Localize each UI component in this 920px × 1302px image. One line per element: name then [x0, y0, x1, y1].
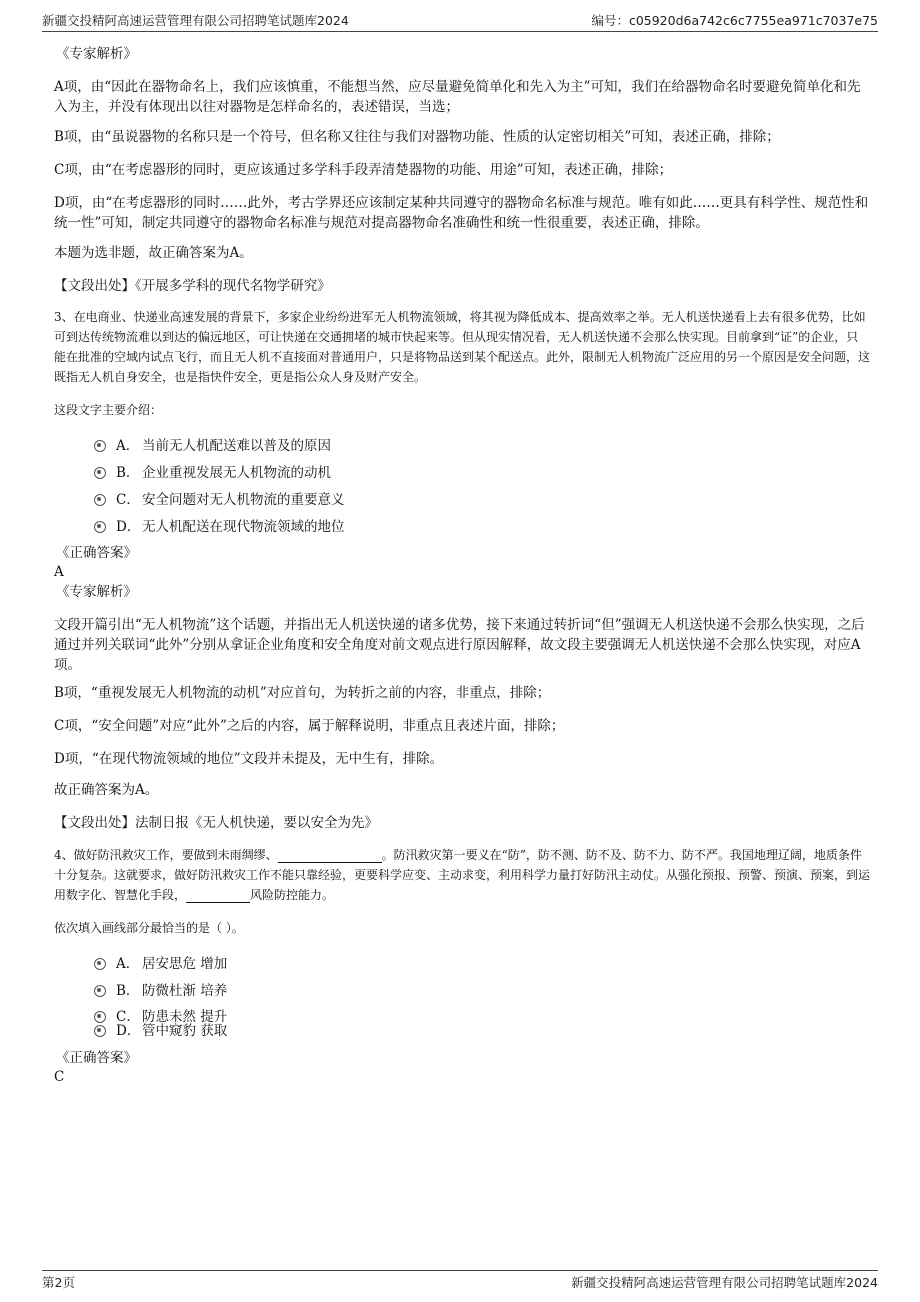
fill-blank-2	[186, 889, 250, 903]
passage-part-1: 4、做好防汛救灾工作，要做到未雨绸缪、	[54, 848, 278, 862]
option-text: 防患未然 提升	[142, 1009, 228, 1025]
radio-icon[interactable]	[94, 467, 106, 479]
option-letter: A．	[116, 956, 140, 972]
analysis-c: C项，由“在考虑器形的同时，更应该通过多学科手段弄清楚器物的功能、用途”可知，表述正确，排除；	[54, 162, 673, 178]
correct-answer: A	[54, 564, 64, 580]
analysis-b: B项，“重视发展无人机物流的动机”对应首句，为转折之前的内容，非重点，排除；	[54, 685, 551, 701]
analysis-d: D项，“在现代物流领域的地位”文段并未提及，无中生有，排除。	[54, 751, 444, 767]
option-text: 管中窥豹 获取	[142, 1023, 228, 1039]
radio-icon[interactable]	[94, 440, 106, 452]
passage-part-3: 风险防控能力。	[250, 888, 335, 902]
question-4-prompt: 依次填入画线部分最恰当的是（ ）。	[54, 921, 244, 935]
correct-answer-label: 《正确答案》	[56, 545, 137, 561]
passage-part-2: 。防汛救灾第一要义在“防”，防不测、防不及、防不力、防不严。我国地理辽阔，地质条件十分复杂。这就要求，做好防汛救灾工作不能只靠经验，更要科学应变、主动求变，利用科学力量打好防汛主动仗。从强化预报、预警、预演、预案，到运用数字化、智慧化手段，	[54, 848, 871, 902]
page-footer	[42, 1270, 878, 1292]
header-doc-id: 编号：c05920d6a742c6c7755ea971c7037e75	[591, 13, 878, 28]
option-c[interactable]	[94, 488, 345, 508]
source-citation: 【文段出处】《开展多学科的现代名物学研究》	[54, 278, 331, 294]
fill-blank-1	[278, 849, 382, 863]
option-letter: A．	[116, 438, 140, 454]
radio-icon[interactable]	[94, 985, 106, 997]
page-header	[42, 10, 878, 32]
option-a[interactable]	[94, 952, 227, 972]
option-d[interactable]	[94, 515, 345, 535]
analysis-a: A项，由“因此在器物命名上，我们应该慎重，不能想当然，应尽量避免简单化和先入为主”可知，我们在给器物命名时要避免简单化和先入为主，并没有体现出以往对器物是怎样命名的，表述错误，当选；	[54, 79, 861, 115]
option-text: 当前无人机配送难以普及的原因	[142, 438, 331, 454]
analysis-conclusion: 本题为选非题，故正确答案为A。	[54, 245, 253, 261]
question-3-passage: 3、在电商业、快递业高速发展的背景下，多家企业纷纷进军无人机物流领域，将其视为降低成本、提高效率之举。无人机送快递看上去有很多优势，比如可到达传统物流难以到达的偏远地区，可让快递在交通拥堵的城市快起来等。但从现实情况看，无人机送快递不会那么快实现。目前拿到“证”的企业，只能在批准的空域内试点飞行，而且无人机不直接面对普通用户，只是将物品送到某个配送点。此外，限制无人机物流广泛应用的另一个原因是安全问题，这既指无人机自身安全，也是指快件安全，更是指公众人身及财产安全。	[54, 310, 871, 384]
source-citation: 【文段出处】法制日报《无人机快递，要以安全为先》	[54, 815, 378, 831]
option-letter: B．	[116, 983, 140, 999]
page-number: 第2页	[42, 1275, 75, 1290]
expert-analysis-label: 《专家解析》	[56, 46, 137, 62]
option-letter: D．	[116, 519, 141, 535]
option-letter: C．	[116, 1009, 140, 1025]
analysis-main: 文段开篇引出“无人机物流”这个话题，并指出无人机送快递的诸多优势，接下来通过转折词“但”强调无人机送快递不会那么快实现，之后通过并列关联词“此外”分别从拿证企业角度和安全角度对前文观点进行原因解释，故文段主要强调无人机送快递不会那么快实现，对应A项。	[54, 617, 865, 673]
option-letter: D．	[116, 1023, 141, 1039]
option-text: 居安思危 增加	[142, 956, 228, 972]
correct-answer: C	[54, 1069, 65, 1085]
radio-icon[interactable]	[94, 1025, 106, 1037]
header-title: 新疆交投精阿高速运营管理有限公司招聘笔试题库2024	[42, 13, 349, 28]
option-text: 无人机配送在现代物流领域的地位	[142, 519, 345, 535]
option-letter: B．	[116, 465, 140, 481]
radio-icon[interactable]	[94, 521, 106, 533]
option-b[interactable]	[94, 461, 331, 481]
radio-icon[interactable]	[94, 958, 106, 970]
expert-analysis-label: 《专家解析》	[56, 584, 137, 600]
option-letter: C．	[116, 492, 140, 508]
footer-title: 新疆交投精阿高速运营管理有限公司招聘笔试题库2024	[571, 1275, 878, 1290]
correct-answer-label: 《正确答案》	[56, 1050, 137, 1066]
option-text: 安全问题对无人机物流的重要意义	[142, 492, 345, 508]
analysis-conclusion: 故正确答案为A。	[54, 782, 159, 798]
option-text: 企业重视发展无人机物流的动机	[142, 465, 331, 481]
option-d[interactable]	[94, 1019, 227, 1039]
radio-icon[interactable]	[94, 494, 106, 506]
analysis-d: D项，由“在考虑器形的同时……此外，考古学界还应该制定某种共同遵守的器物命名标准与规范。唯有如此……更具有科学性、规范性和统一性”可知，制定共同遵守的器物命名标准与规范对提高器物命名准确性和统一性很重要，表述正确，排除。	[54, 195, 869, 231]
question-3-prompt: 这段文字主要介绍：	[54, 403, 163, 417]
option-text: 防微杜渐 培养	[142, 983, 228, 999]
analysis-c: C项，“安全问题”对应“此外”之后的内容，属于解释说明，非重点且表述片面，排除；	[54, 718, 565, 734]
analysis-b: B项，由“虽说器物的名称只是一个符号，但名称又往往与我们对器物功能、性质的认定密切相关”可知，表述正确，排除；	[54, 129, 780, 145]
option-a[interactable]	[94, 434, 331, 454]
option-b[interactable]	[94, 979, 227, 999]
question-4-passage	[54, 845, 870, 905]
